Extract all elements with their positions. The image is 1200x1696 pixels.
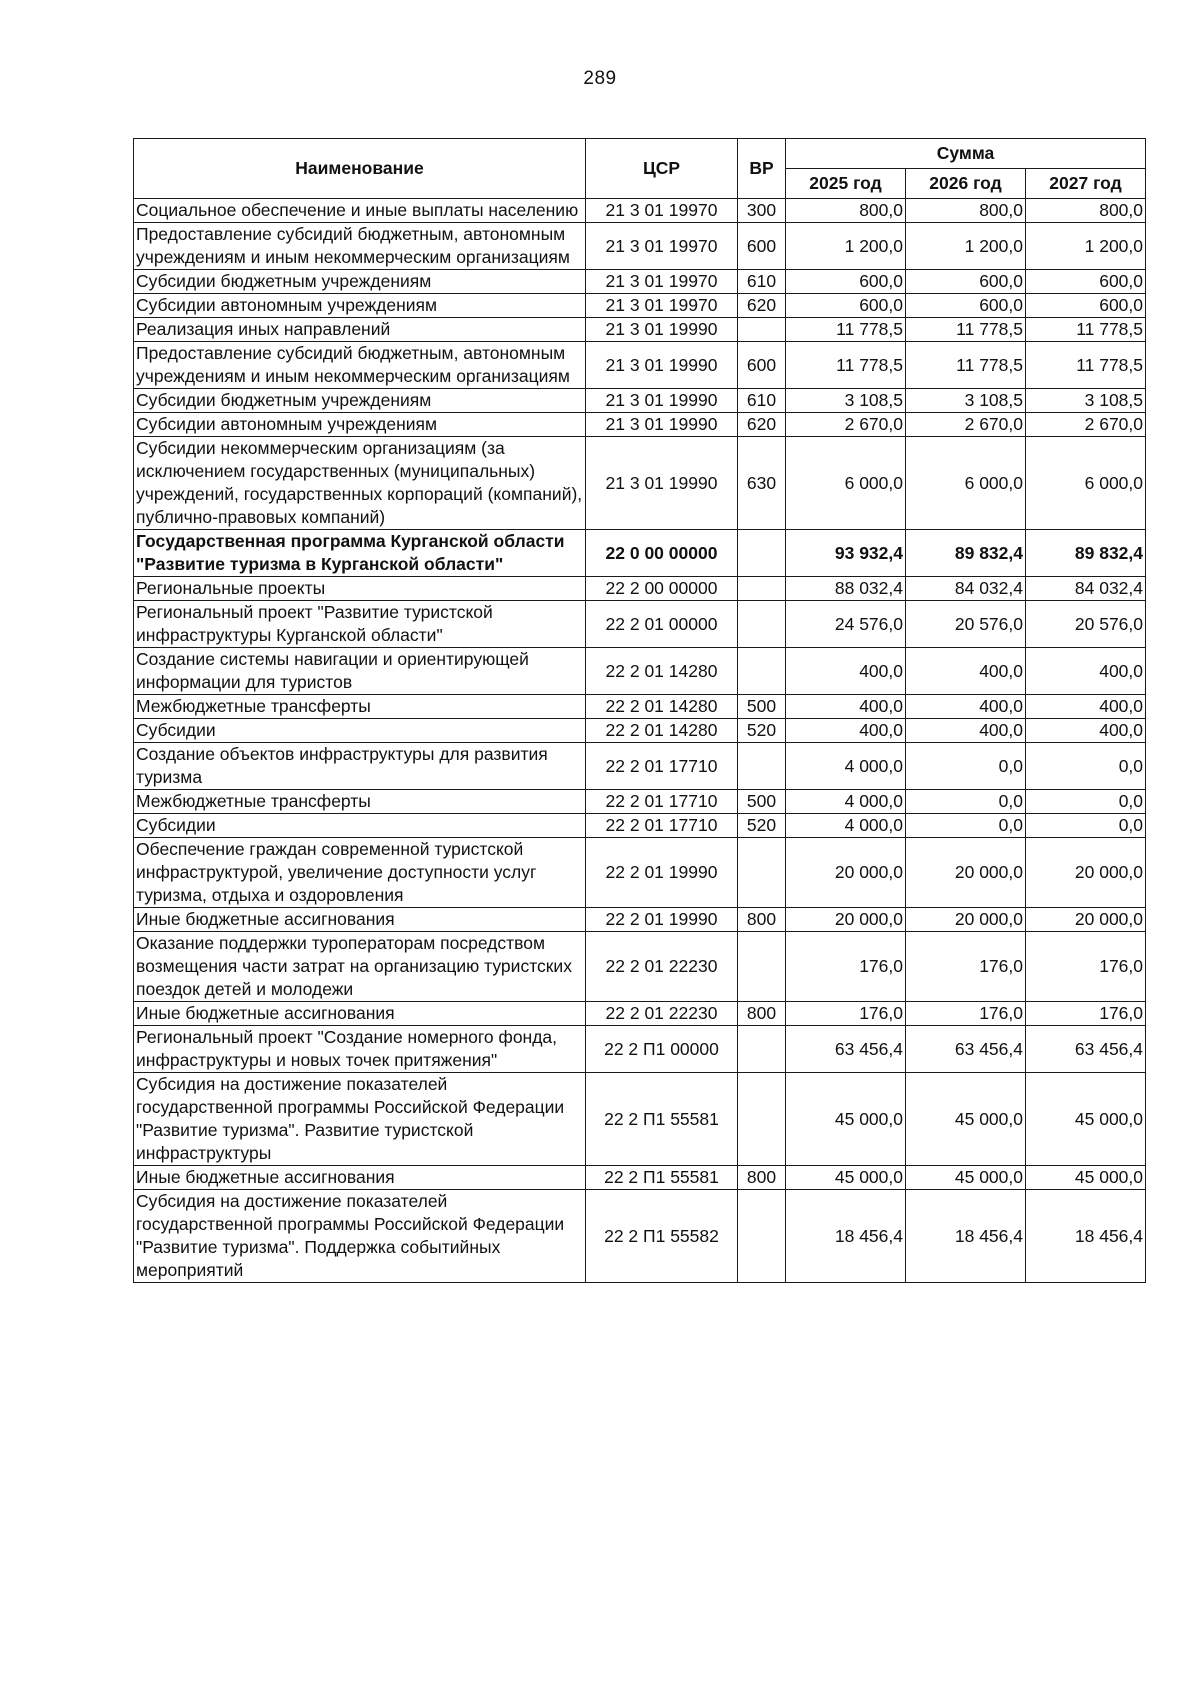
row-vr-cell bbox=[738, 601, 786, 648]
header-vr: ВР bbox=[738, 139, 786, 199]
row-vr-cell bbox=[738, 1190, 786, 1283]
row-name-cell: Обеспечение граждан современной туристской инфраструктурой, увеличение доступности услуг туризма, отдыха и оздоровления bbox=[134, 838, 586, 908]
row-vr-cell bbox=[738, 648, 786, 695]
row-amount-2027-cell: 3 108,5 bbox=[1026, 389, 1146, 413]
row-amount-2026-cell: 0,0 bbox=[906, 743, 1026, 790]
table-row bbox=[134, 743, 1146, 790]
row-amount-2026-cell: 18 456,4 bbox=[906, 1190, 1026, 1283]
row-vr-cell: 620 bbox=[738, 294, 786, 318]
row-amount-2027-cell: 400,0 bbox=[1026, 719, 1146, 743]
header-sum: Сумма bbox=[786, 139, 1146, 169]
row-csr-cell: 22 2 00 00000 bbox=[586, 577, 738, 601]
row-amount-2027-cell: 2 670,0 bbox=[1026, 413, 1146, 437]
row-name-cell: Субсидии bbox=[134, 719, 586, 743]
row-amount-2026-cell: 600,0 bbox=[906, 270, 1026, 294]
row-name-cell: Субсидии автономным учреждениям bbox=[134, 413, 586, 437]
row-amount-2025-cell: 4 000,0 bbox=[786, 790, 906, 814]
row-amount-2026-cell: 1 200,0 bbox=[906, 223, 1026, 270]
row-amount-2027-cell: 400,0 bbox=[1026, 695, 1146, 719]
row-name-cell: Иные бюджетные ассигнования bbox=[134, 908, 586, 932]
row-csr-cell: 22 2 01 19990 bbox=[586, 908, 738, 932]
table-row bbox=[134, 1190, 1146, 1283]
row-name-cell: Создание системы навигации и ориентирующей информации для туристов bbox=[134, 648, 586, 695]
row-amount-2026-cell: 3 108,5 bbox=[906, 389, 1026, 413]
row-vr-cell bbox=[738, 743, 786, 790]
row-vr-cell: 800 bbox=[738, 1166, 786, 1190]
row-vr-cell bbox=[738, 577, 786, 601]
row-name-cell: Реализация иных направлений bbox=[134, 318, 586, 342]
row-csr-cell: 22 0 00 00000 bbox=[586, 530, 738, 577]
row-amount-2027-cell: 11 778,5 bbox=[1026, 342, 1146, 389]
row-csr-cell: 22 2 01 22230 bbox=[586, 932, 738, 1002]
row-amount-2027-cell: 20 000,0 bbox=[1026, 908, 1146, 932]
table-row bbox=[134, 223, 1146, 270]
row-vr-cell: 600 bbox=[738, 223, 786, 270]
table-row bbox=[134, 1166, 1146, 1190]
row-amount-2027-cell: 20 576,0 bbox=[1026, 601, 1146, 648]
row-vr-cell: 500 bbox=[738, 695, 786, 719]
row-amount-2025-cell: 45 000,0 bbox=[786, 1166, 906, 1190]
row-name-cell: Субсидии некоммерческим организациям (за исключением государственных (муниципальных) учреждений, государственных корпораций (компаний), публично-правовых компаний) bbox=[134, 437, 586, 530]
row-amount-2027-cell: 1 200,0 bbox=[1026, 223, 1146, 270]
row-vr-cell: 610 bbox=[738, 270, 786, 294]
row-csr-cell: 22 2 01 22230 bbox=[586, 1002, 738, 1026]
row-amount-2026-cell: 176,0 bbox=[906, 1002, 1026, 1026]
row-csr-cell: 22 2 01 19990 bbox=[586, 838, 738, 908]
row-name-cell: Субсидии бюджетным учреждениям bbox=[134, 389, 586, 413]
header-2027: 2027 год bbox=[1026, 169, 1146, 199]
header-2025: 2025 год bbox=[786, 169, 906, 199]
row-vr-cell: 520 bbox=[738, 719, 786, 743]
row-name-cell: Субсидия на достижение показателей государственной программы Российской Федерации "Развитие туризма". Развитие туристской инфраструктуры bbox=[134, 1073, 586, 1166]
row-amount-2026-cell: 2 670,0 bbox=[906, 413, 1026, 437]
row-amount-2025-cell: 45 000,0 bbox=[786, 1073, 906, 1166]
row-amount-2025-cell: 11 778,5 bbox=[786, 342, 906, 389]
row-amount-2026-cell: 176,0 bbox=[906, 932, 1026, 1002]
row-csr-cell: 22 2 01 17710 bbox=[586, 790, 738, 814]
row-amount-2027-cell: 11 778,5 bbox=[1026, 318, 1146, 342]
row-amount-2025-cell: 176,0 bbox=[786, 932, 906, 1002]
row-csr-cell: 22 2 01 14280 bbox=[586, 648, 738, 695]
table-row bbox=[134, 814, 1146, 838]
table-row bbox=[134, 695, 1146, 719]
row-amount-2026-cell: 84 032,4 bbox=[906, 577, 1026, 601]
row-amount-2027-cell: 400,0 bbox=[1026, 648, 1146, 695]
table-body bbox=[134, 199, 1146, 1283]
row-amount-2026-cell: 400,0 bbox=[906, 648, 1026, 695]
budget-table bbox=[133, 138, 1146, 1283]
table-row bbox=[134, 413, 1146, 437]
row-amount-2026-cell: 0,0 bbox=[906, 790, 1026, 814]
row-csr-cell: 21 3 01 19990 bbox=[586, 437, 738, 530]
table-row bbox=[134, 318, 1146, 342]
table-row bbox=[134, 530, 1146, 577]
table-row bbox=[134, 342, 1146, 389]
row-amount-2025-cell: 2 670,0 bbox=[786, 413, 906, 437]
row-amount-2026-cell: 600,0 bbox=[906, 294, 1026, 318]
row-vr-cell bbox=[738, 1073, 786, 1166]
row-amount-2025-cell: 400,0 bbox=[786, 648, 906, 695]
row-amount-2026-cell: 6 000,0 bbox=[906, 437, 1026, 530]
row-vr-cell: 620 bbox=[738, 413, 786, 437]
row-amount-2027-cell: 600,0 bbox=[1026, 270, 1146, 294]
table-row bbox=[134, 1073, 1146, 1166]
row-amount-2025-cell: 800,0 bbox=[786, 199, 906, 223]
row-name-cell: Предоставление субсидий бюджетным, автономным учреждениям и иным некоммерческим организациям bbox=[134, 223, 586, 270]
row-csr-cell: 21 3 01 19990 bbox=[586, 389, 738, 413]
table-row bbox=[134, 908, 1146, 932]
row-csr-cell: 22 2 01 17710 bbox=[586, 814, 738, 838]
table-row bbox=[134, 838, 1146, 908]
table-row bbox=[134, 270, 1146, 294]
row-amount-2025-cell: 63 456,4 bbox=[786, 1026, 906, 1073]
row-vr-cell: 630 bbox=[738, 437, 786, 530]
row-amount-2025-cell: 4 000,0 bbox=[786, 814, 906, 838]
table-row bbox=[134, 577, 1146, 601]
table-row bbox=[134, 648, 1146, 695]
row-vr-cell: 600 bbox=[738, 342, 786, 389]
row-amount-2027-cell: 600,0 bbox=[1026, 294, 1146, 318]
row-name-cell: Государственная программа Курганской области "Развитие туризма в Курганской области" bbox=[134, 530, 586, 577]
row-amount-2027-cell: 6 000,0 bbox=[1026, 437, 1146, 530]
row-amount-2026-cell: 800,0 bbox=[906, 199, 1026, 223]
row-amount-2025-cell: 600,0 bbox=[786, 270, 906, 294]
row-csr-cell: 21 3 01 19970 bbox=[586, 270, 738, 294]
header-name: Наименование bbox=[134, 139, 586, 199]
row-name-cell: Субсидии автономным учреждениям bbox=[134, 294, 586, 318]
row-name-cell: Иные бюджетные ассигнования bbox=[134, 1166, 586, 1190]
row-amount-2026-cell: 63 456,4 bbox=[906, 1026, 1026, 1073]
row-vr-cell: 800 bbox=[738, 908, 786, 932]
row-amount-2026-cell: 0,0 bbox=[906, 814, 1026, 838]
table-row bbox=[134, 790, 1146, 814]
row-csr-cell: 22 2 П1 55582 bbox=[586, 1190, 738, 1283]
row-name-cell: Предоставление субсидий бюджетным, автономным учреждениям и иным некоммерческим организациям bbox=[134, 342, 586, 389]
table-row bbox=[134, 294, 1146, 318]
row-amount-2025-cell: 88 032,4 bbox=[786, 577, 906, 601]
row-csr-cell: 22 2 П1 55581 bbox=[586, 1166, 738, 1190]
row-csr-cell: 21 3 01 19990 bbox=[586, 318, 738, 342]
row-amount-2026-cell: 20 576,0 bbox=[906, 601, 1026, 648]
row-amount-2027-cell: 45 000,0 bbox=[1026, 1073, 1146, 1166]
row-amount-2026-cell: 11 778,5 bbox=[906, 318, 1026, 342]
table-row bbox=[134, 601, 1146, 648]
row-amount-2027-cell: 84 032,4 bbox=[1026, 577, 1146, 601]
row-name-cell: Межбюджетные трансферты bbox=[134, 790, 586, 814]
row-name-cell: Оказание поддержки туроператорам посредством возмещения части затрат на организацию туристских поездок детей и молодежи bbox=[134, 932, 586, 1002]
row-amount-2027-cell: 176,0 bbox=[1026, 1002, 1146, 1026]
row-vr-cell bbox=[738, 530, 786, 577]
row-amount-2025-cell: 20 000,0 bbox=[786, 838, 906, 908]
row-amount-2026-cell: 89 832,4 bbox=[906, 530, 1026, 577]
row-amount-2026-cell: 11 778,5 bbox=[906, 342, 1026, 389]
row-amount-2025-cell: 400,0 bbox=[786, 695, 906, 719]
row-name-cell: Региональный проект "Создание номерного фонда, инфраструктуры и новых точек притяжения" bbox=[134, 1026, 586, 1073]
row-amount-2027-cell: 800,0 bbox=[1026, 199, 1146, 223]
row-name-cell: Создание объектов инфраструктуры для развития туризма bbox=[134, 743, 586, 790]
row-name-cell: Региональный проект "Развитие туристской инфраструктуры Курганской области" bbox=[134, 601, 586, 648]
row-name-cell: Социальное обеспечение и иные выплаты населению bbox=[134, 199, 586, 223]
row-amount-2025-cell: 93 932,4 bbox=[786, 530, 906, 577]
row-name-cell: Субсидия на достижение показателей государственной программы Российской Федерации "Развитие туризма". Поддержка событийных мероприятий bbox=[134, 1190, 586, 1283]
row-amount-2027-cell: 18 456,4 bbox=[1026, 1190, 1146, 1283]
table-row bbox=[134, 1026, 1146, 1073]
row-amount-2025-cell: 18 456,4 bbox=[786, 1190, 906, 1283]
table-row bbox=[134, 719, 1146, 743]
header-csr: ЦСР bbox=[586, 139, 738, 199]
table-row bbox=[134, 932, 1146, 1002]
row-vr-cell bbox=[738, 838, 786, 908]
row-vr-cell: 520 bbox=[738, 814, 786, 838]
row-vr-cell: 300 bbox=[738, 199, 786, 223]
row-vr-cell: 500 bbox=[738, 790, 786, 814]
row-csr-cell: 21 3 01 19990 bbox=[586, 342, 738, 389]
row-name-cell: Межбюджетные трансферты bbox=[134, 695, 586, 719]
table-row bbox=[134, 1002, 1146, 1026]
row-csr-cell: 22 2 П1 55581 bbox=[586, 1073, 738, 1166]
row-name-cell: Субсидии бюджетным учреждениям bbox=[134, 270, 586, 294]
row-csr-cell: 22 2 01 14280 bbox=[586, 719, 738, 743]
row-amount-2025-cell: 600,0 bbox=[786, 294, 906, 318]
row-amount-2025-cell: 20 000,0 bbox=[786, 908, 906, 932]
row-amount-2026-cell: 20 000,0 bbox=[906, 838, 1026, 908]
row-csr-cell: 21 3 01 19990 bbox=[586, 413, 738, 437]
row-csr-cell: 21 3 01 19970 bbox=[586, 199, 738, 223]
row-amount-2025-cell: 1 200,0 bbox=[786, 223, 906, 270]
row-csr-cell: 21 3 01 19970 bbox=[586, 223, 738, 270]
row-csr-cell: 22 2 01 00000 bbox=[586, 601, 738, 648]
row-amount-2027-cell: 63 456,4 bbox=[1026, 1026, 1146, 1073]
row-amount-2027-cell: 0,0 bbox=[1026, 814, 1146, 838]
row-name-cell: Иные бюджетные ассигнования bbox=[134, 1002, 586, 1026]
row-amount-2027-cell: 45 000,0 bbox=[1026, 1166, 1146, 1190]
table-row bbox=[134, 389, 1146, 413]
row-name-cell: Региональные проекты bbox=[134, 577, 586, 601]
row-vr-cell: 800 bbox=[738, 1002, 786, 1026]
page-number: 289 bbox=[583, 68, 617, 89]
row-amount-2025-cell: 4 000,0 bbox=[786, 743, 906, 790]
row-amount-2027-cell: 0,0 bbox=[1026, 790, 1146, 814]
row-amount-2026-cell: 400,0 bbox=[906, 695, 1026, 719]
row-amount-2027-cell: 0,0 bbox=[1026, 743, 1146, 790]
header-2026: 2026 год bbox=[906, 169, 1026, 199]
row-amount-2025-cell: 400,0 bbox=[786, 719, 906, 743]
row-amount-2026-cell: 400,0 bbox=[906, 719, 1026, 743]
row-vr-cell bbox=[738, 1026, 786, 1073]
row-amount-2025-cell: 11 778,5 bbox=[786, 318, 906, 342]
row-vr-cell bbox=[738, 318, 786, 342]
table-row bbox=[134, 199, 1146, 223]
row-amount-2027-cell: 176,0 bbox=[1026, 932, 1146, 1002]
row-vr-cell bbox=[738, 932, 786, 1002]
row-amount-2025-cell: 176,0 bbox=[786, 1002, 906, 1026]
row-csr-cell: 22 2 01 14280 bbox=[586, 695, 738, 719]
row-amount-2026-cell: 45 000,0 bbox=[906, 1166, 1026, 1190]
row-amount-2026-cell: 20 000,0 bbox=[906, 908, 1026, 932]
row-csr-cell: 22 2 П1 00000 bbox=[586, 1026, 738, 1073]
table-row bbox=[134, 437, 1146, 530]
row-amount-2027-cell: 89 832,4 bbox=[1026, 530, 1146, 577]
row-name-cell: Субсидии bbox=[134, 814, 586, 838]
row-amount-2025-cell: 3 108,5 bbox=[786, 389, 906, 413]
row-csr-cell: 21 3 01 19970 bbox=[586, 294, 738, 318]
row-amount-2025-cell: 24 576,0 bbox=[786, 601, 906, 648]
row-amount-2027-cell: 20 000,0 bbox=[1026, 838, 1146, 908]
row-csr-cell: 22 2 01 17710 bbox=[586, 743, 738, 790]
row-vr-cell: 610 bbox=[738, 389, 786, 413]
row-amount-2026-cell: 45 000,0 bbox=[906, 1073, 1026, 1166]
row-amount-2025-cell: 6 000,0 bbox=[786, 437, 906, 530]
